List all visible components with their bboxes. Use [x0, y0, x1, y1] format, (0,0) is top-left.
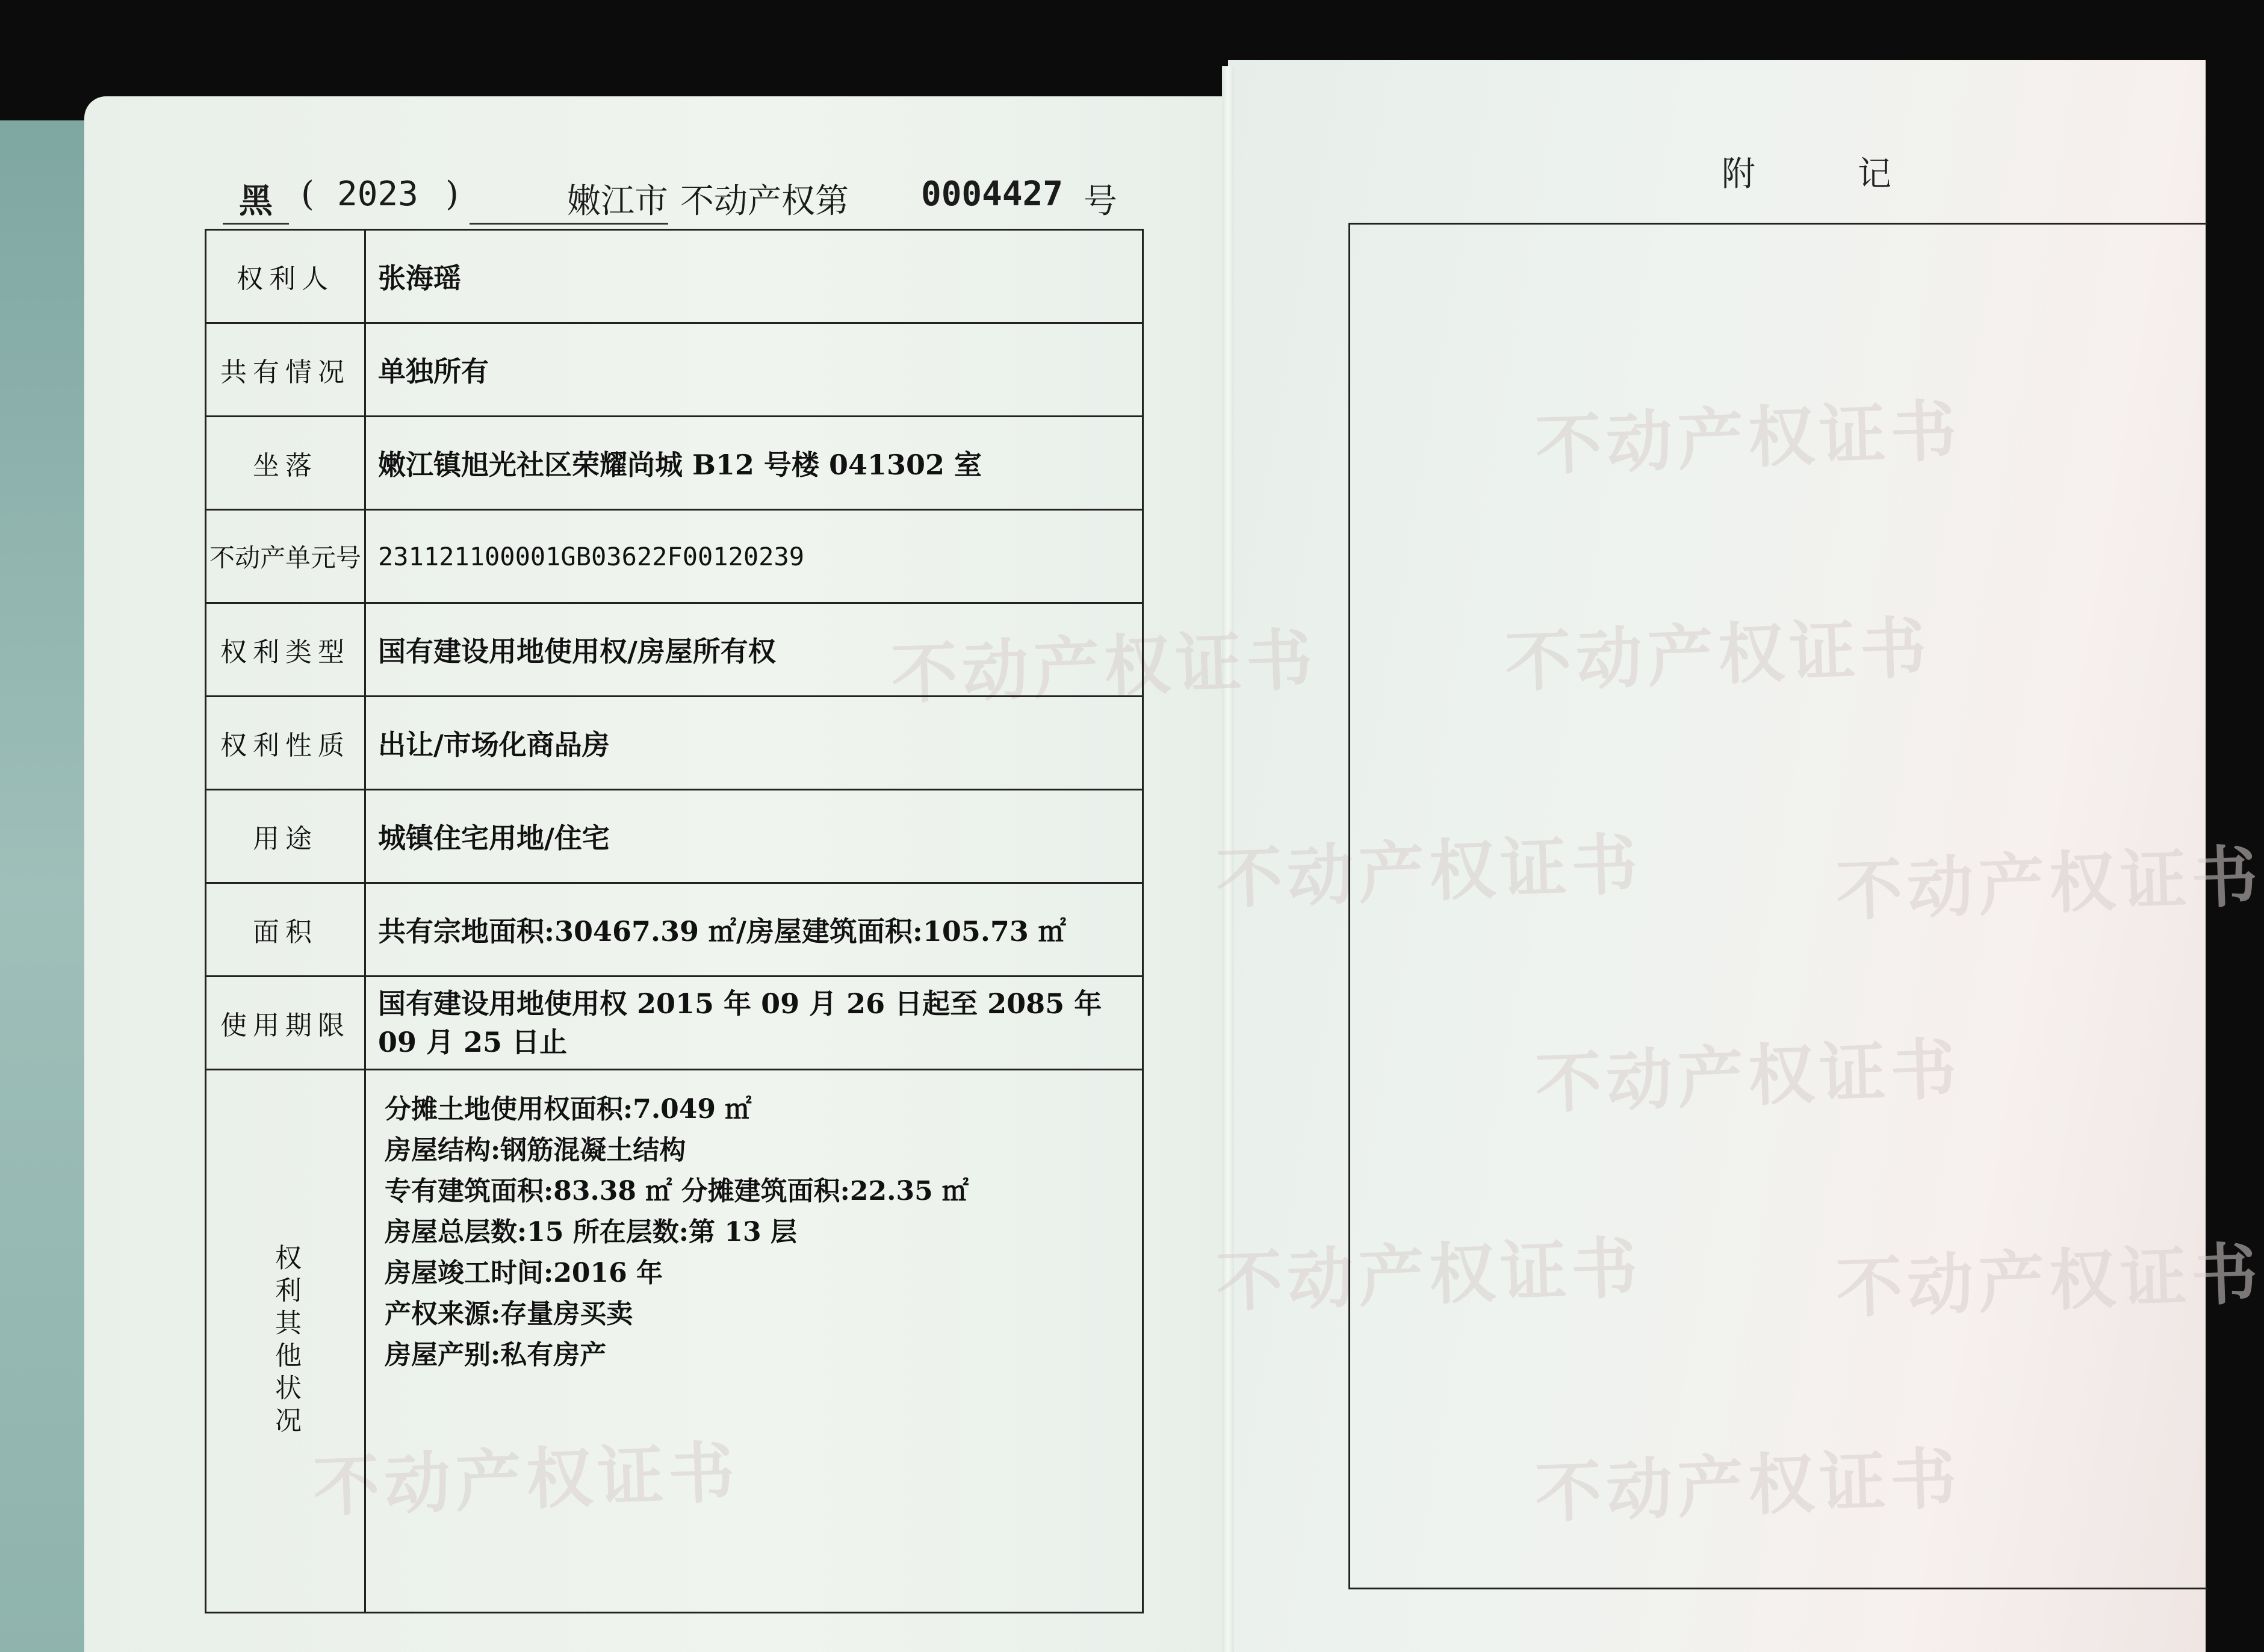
- table-row: [206, 510, 1143, 603]
- list-item: 房屋总层数:15 所在层数:第 13 层: [385, 1217, 797, 1247]
- field-label: 坐落: [206, 417, 365, 510]
- field-label: 面积: [206, 883, 365, 977]
- field-label: 权利其他状况: [206, 1070, 365, 1613]
- field-value: 单独所有: [365, 323, 1143, 417]
- watermark: 不动产权证书: [1534, 1030, 1963, 1123]
- year-close-paren: ): [445, 175, 459, 214]
- field-value: 张海瑶: [365, 230, 1143, 323]
- table-row: [206, 417, 1143, 510]
- watermark: 不动产权证书: [1534, 392, 1963, 485]
- field-value: 城镇住宅用地/住宅: [365, 790, 1143, 883]
- other-conditions-list: [367, 1071, 1141, 1376]
- table-row: [206, 883, 1143, 977]
- field-label: 用途: [206, 790, 365, 883]
- watermark: 不动产权证书: [1534, 1439, 1963, 1532]
- table-row: [206, 790, 1143, 883]
- other-conditions-cell: [365, 1070, 1143, 1613]
- annex-title-left: 附: [1722, 155, 1755, 194]
- certificate-label: 不动产权第: [680, 182, 849, 221]
- certificate-year: 2023: [337, 175, 418, 214]
- watermark: 不动产权证书: [1215, 1229, 1644, 1321]
- field-value: 共有宗地面积:30467.39 ㎡/房屋建筑面积:105.73 ㎡: [365, 883, 1143, 977]
- list-item: 分摊土地使用权面积:7.049 ㎡: [385, 1094, 752, 1125]
- list-item: 房屋产别:私有房产: [385, 1340, 607, 1370]
- table-row: [206, 697, 1143, 790]
- watermark: 不动产权证书: [1835, 1235, 2264, 1328]
- field-value: 国有建设用地使用权 2015 年 09 月 26 日起至 2085 年 09 月 25 日止: [365, 977, 1143, 1070]
- field-value: 出让/市场化商品房: [365, 697, 1143, 790]
- property-register-table: [205, 229, 1144, 1613]
- watermark: 不动产权证书: [890, 621, 1319, 713]
- list-item: 房屋竣工时间:2016 年: [385, 1258, 663, 1288]
- city-name: 嫩江市: [470, 175, 668, 225]
- annex-title: [1722, 148, 1891, 196]
- table-row: [206, 603, 1143, 697]
- certificate-suffix: 号: [1084, 182, 1117, 221]
- table-row: [206, 977, 1143, 1070]
- watermark: 不动产权证书: [1504, 609, 1933, 701]
- annex-box: [1348, 223, 2207, 1589]
- field-label: 使用期限: [206, 977, 365, 1070]
- field-value: 嫩江镇旭光社区荣耀尚城 B12 号楼 041302 室: [365, 417, 1143, 510]
- table-row: [206, 230, 1143, 323]
- field-label: 共有情况: [206, 323, 365, 417]
- field-value: 231121100001GB03622F00120239: [365, 510, 1143, 603]
- field-label: 权利类型: [206, 603, 365, 697]
- field-label: 权利性质: [206, 697, 365, 790]
- table-row: [206, 1070, 1143, 1613]
- list-item: 产权来源:存量房买卖: [385, 1299, 633, 1329]
- table-row: [206, 323, 1143, 417]
- list-item: 房屋结构:钢筋混凝土结构: [385, 1135, 686, 1166]
- year-open-paren: (: [301, 175, 314, 214]
- field-label: 不动产单元号: [206, 510, 365, 603]
- field-value: 国有建设用地使用权/房屋所有权: [365, 603, 1143, 697]
- list-item: 专有建筑面积:83.38 ㎡ 分摊建筑面积:22.35 ㎡: [385, 1176, 969, 1206]
- annex-title-right: 记: [1858, 155, 1891, 194]
- watermark: 不动产权证书: [1835, 837, 2264, 930]
- field-label: 权利人: [206, 230, 365, 323]
- province-abbr: 黑: [223, 175, 289, 225]
- watermark: 不动产权证书: [1215, 825, 1644, 918]
- certificate-number: 0004427: [921, 175, 1064, 214]
- watermark: 不动产权证书: [312, 1433, 741, 1526]
